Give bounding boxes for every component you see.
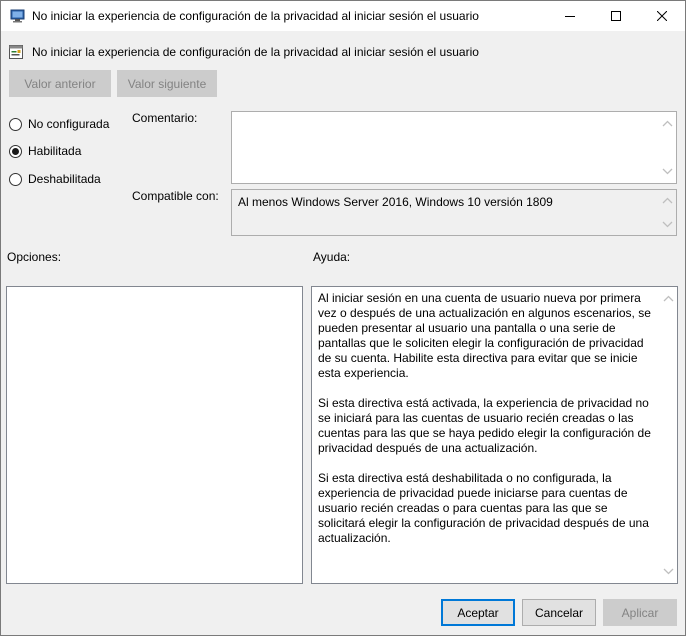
scroll-down-icon <box>662 221 673 228</box>
scroll-up-icon <box>662 197 673 204</box>
radio-not-configured[interactable] <box>9 116 109 132</box>
scroll-up-icon <box>663 295 674 302</box>
help-panel[interactable] <box>311 286 678 584</box>
radio-label: Habilitada <box>28 144 82 158</box>
compatible-value: Al menos Windows Server 2016, Windows 10 versión 1809 <box>238 195 553 209</box>
maximize-button[interactable] <box>593 1 639 31</box>
options-label: Opciones: <box>7 250 62 264</box>
radio-circle[interactable] <box>9 145 22 158</box>
cancel-button[interactable]: Cancelar <box>522 599 596 626</box>
scroll-down-icon <box>662 168 673 175</box>
apply-button[interactable]: Aplicar <box>603 599 677 626</box>
close-icon <box>657 11 667 21</box>
ok-button[interactable]: Aceptar <box>441 599 515 626</box>
radio-enabled[interactable] <box>9 143 81 159</box>
window-title: No iniciar la experiencia de configuración de la privacidad al iniciar sesión el usuario <box>32 9 479 23</box>
help-paragraph: Si esta directiva está deshabilitada o no configurada, la experiencia de privacidad puede iniciarse para cuentas de usuario recién creadas o para cuentas para las que se solicitará elegir la configuración de privacidad después de una actualización. <box>318 471 649 545</box>
radio-label: No configurada <box>28 117 110 131</box>
radio-circle[interactable] <box>9 118 22 131</box>
options-panel[interactable] <box>6 286 303 584</box>
help-scrollbar[interactable] <box>660 287 677 583</box>
policy-header <box>8 43 678 61</box>
group-policy-app-icon <box>10 8 26 24</box>
policy-title: No iniciar la experiencia de configuración de la privacidad al iniciar sesión el usuario <box>32 45 479 59</box>
compatible-textbox[interactable] <box>231 189 677 236</box>
compatible-label: Compatible con: <box>132 189 219 203</box>
help-paragraph: Al iniciar sesión en una cuenta de usuario nueva por primera vez o después de una actualización en algunos escenarios, se pueden presentar al usuario una pantalla o una serie de pantallas que le soliciten elegir la configuración de privacidad de su cuenta. Habilite esta directiva para evitar que se inicie esta experiencia. <box>318 291 651 380</box>
maximize-icon <box>611 11 621 21</box>
scroll-down-icon <box>663 568 674 575</box>
comment-scrollbar[interactable] <box>659 112 676 183</box>
minimize-icon <box>565 11 575 21</box>
radio-circle[interactable] <box>9 173 22 186</box>
previous-setting-button[interactable]: Valor anterior <box>9 70 111 97</box>
title-bar[interactable] <box>1 1 685 31</box>
help-label: Ayuda: <box>313 250 351 264</box>
scroll-up-icon <box>662 120 673 127</box>
comment-label: Comentario: <box>132 111 198 125</box>
close-button[interactable] <box>639 1 685 31</box>
minimize-button[interactable] <box>547 1 593 31</box>
next-setting-button[interactable]: Valor siguiente <box>117 70 217 97</box>
comment-textbox[interactable] <box>231 111 677 184</box>
compatible-scrollbar[interactable] <box>659 190 676 235</box>
help-text <box>318 291 657 561</box>
radio-disabled[interactable] <box>9 171 101 187</box>
policy-setting-icon <box>8 44 24 60</box>
help-paragraph: Si esta directiva está activada, la experiencia de privacidad no se iniciará para las cuentas de usuario recién creadas o las cuentas para las que se haya pedido elegir la configuración de privacidad después de una actualización. <box>318 396 651 455</box>
radio-label: Deshabilitada <box>28 172 101 186</box>
